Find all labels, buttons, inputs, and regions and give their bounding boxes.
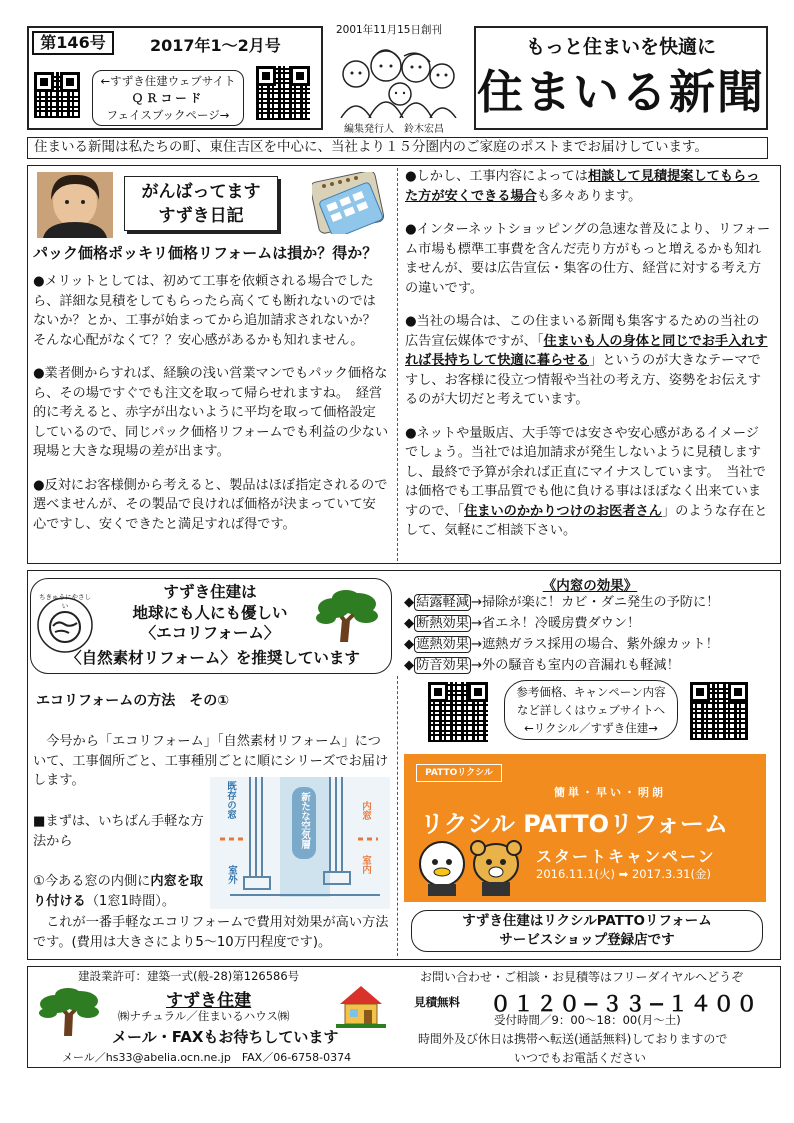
- diary-paragraph: ●反対にお客様側から考えると、製品はほぼ指定されるので選べませんが、その製品で良ければ価格が決まっていて安心ですし、安くできたと満足すれば得です。: [33, 477, 388, 532]
- diary-title-line: すずき日記: [158, 206, 244, 226]
- diary-text: 」というのが大きなテーマですし、お客様に役立つ情報や当社の考え方、姿勢をお伝えするのが大切だと考えています。: [405, 353, 762, 407]
- campaign-tagline: 簡単・早い・明朗: [554, 786, 666, 799]
- after-hours-note: 時間外及び休日は携帯へ転送(通話無料)しておりますので: [418, 1032, 728, 1046]
- after-hours-note: いつでもお電話ください: [514, 1051, 647, 1065]
- diary-paragraph: ●メリットとしては、初めて工事を依頼される場合でしたら、詳細な見積をしてもらったら高くても断れないのではないか？とか、工事が始まってから追加請求されないか？そんな心配がなくて？？安心感があるかも知れません。: [33, 274, 376, 348]
- office-hours: 受付時間／9：00〜18：00(月〜土): [494, 1013, 681, 1027]
- masthead-tagline: もっと住まいを快適に: [525, 36, 716, 58]
- window-diagram: [210, 777, 390, 909]
- effect-item: ◆ 断熱効果 →省エネ！冷暖房費ダウン！: [404, 616, 641, 631]
- diary-paragraph: [405, 167, 771, 206]
- campaign-badge: PATTOリクシル: [416, 764, 502, 782]
- tree-icon: [314, 590, 380, 642]
- diary-text: ●ネットや量販店、大手等では安さや安心感があるイメージでしょう。当社では追加請求が発生しないように見積しますし、最終で予算が余れば正直にマイナスしています。 当社では価格でも工事品質でも他に負ける事はほぼなく出来ていますので、「: [405, 425, 766, 519]
- effect-item: ◆ 防音効果 →外の騒音も室内の音漏れも軽減！: [404, 658, 680, 673]
- qr-note-line: ←すずき住建ウェブサイト: [100, 74, 236, 88]
- diagram-label-existing: 既存の窓: [225, 781, 236, 819]
- qr-code-facebook[interactable]: [256, 66, 310, 120]
- mascot-illustration: [414, 832, 526, 898]
- effect-text: →遮熱ガラス採用の場合、紫外線カット！: [470, 637, 719, 652]
- campaign-shop-line: サービスショップ登録店です: [499, 932, 675, 948]
- diary-title-line: がんばってます: [141, 182, 261, 202]
- eco-logo-ring-text: ちきゅうにやさしい: [39, 593, 91, 610]
- footer-tree-icon: [36, 988, 102, 1036]
- eco-heading: [100, 582, 320, 644]
- eco-step2-text: ①今ある窓の内側に: [33, 874, 151, 889]
- diary-left-column: [33, 272, 389, 534]
- diary-paragraph: ●インターネットショッピングの急速な普及により、リフォーム市場も標準工事費を含んだ売り方がもっと増えるかも知れませんが、要は広告宣伝・集客の仕方、経営に対する考え方の違いです。: [405, 222, 771, 296]
- diary-paragraph: [405, 424, 771, 541]
- diagram-label-indoor: 室内: [360, 855, 371, 874]
- editor-credit: 編集発行人 鈴木宏昌: [344, 124, 444, 135]
- house-icon: [336, 982, 386, 1028]
- diary-emphasis: 住まいのかかりつけのお医者さん: [464, 503, 662, 519]
- effect-text: →省エネ！冷暖房費ダウン！: [470, 616, 641, 631]
- effects-bubble-line: ←リクシル／すずき住建→: [524, 721, 658, 735]
- eco-intro: 今号から「エコリフォーム」「自然素材リフォーム」について、工事個所ごと、工事種別ごとに順にシリーズでお届けします。: [33, 734, 389, 788]
- effects-title: 《内窓の効果》: [542, 578, 638, 594]
- diagram-label-outdoor: 室外: [226, 865, 237, 884]
- campaign-dates: 2016.11.1(火) ➡ 2017.3.31(金): [536, 867, 711, 881]
- qr-note-line: ＱＲコード: [131, 91, 205, 105]
- campaign-shop-line: すずき住建はリクシルPATTOリフォーム: [462, 913, 712, 929]
- mail-fax-cta: メール・FAXもお待ちしています: [112, 1028, 339, 1046]
- column-divider: [397, 168, 398, 561]
- diary-emphasis: 住まいも人の身体と同じでお手入れすれば長持ちして快適に暮らせる: [405, 333, 768, 368]
- diary-text: も多々あります。: [536, 188, 642, 204]
- qr-note-line: フェイスブックページ→: [106, 108, 230, 122]
- diary-text: ●当社の場合は、この住まいる新聞も集客するための当社の広告宣伝媒体ですが、「: [405, 314, 760, 349]
- company-name: すずき住建: [166, 991, 252, 1011]
- diary-paragraph: [405, 312, 771, 410]
- diagram-label-inner: 内窓: [360, 801, 371, 820]
- diary-title-box: [124, 176, 278, 231]
- effect-tag: 遮熱効果: [416, 637, 469, 652]
- diary-text: 」のような存在として、気軽にご相談下さい。: [405, 503, 768, 538]
- eco-step2-emphasis: 内窓を取り付ける: [33, 874, 204, 909]
- qr-code-website[interactable]: [34, 72, 80, 118]
- campaign-shop-box: [411, 910, 763, 952]
- diary-emphasis: 相談して見積提案してもらった方が安くできる場合: [405, 169, 760, 204]
- qr-note-box: [92, 70, 244, 126]
- qr-code-suzuki[interactable]: [690, 682, 748, 740]
- diary-headline: パック価格ポッキリ価格リフォームは損か？得か？: [33, 244, 378, 262]
- eco-heading-line: 〈エコリフォーム〉: [140, 624, 280, 642]
- calculator-icon: [312, 172, 386, 234]
- effect-item: ◆ 結露軽減 →掃除が楽に！カビ・ダニ発生の予防に！: [404, 595, 720, 610]
- effects-list: [404, 592, 776, 676]
- eco-summary: これが一番手軽なエコリフォームで費用対効果が高い方法です。(費用は大きさにより5〜10万円程度です)。: [33, 915, 389, 950]
- license-number: 建設業許可：建築一式(般-28)第126586号: [78, 969, 300, 983]
- effect-tag: 防音効果: [416, 658, 469, 673]
- eco-step2: [33, 872, 209, 911]
- effect-text: →掃除が楽に！カビ・ダニ発生の予防に！: [470, 595, 720, 610]
- eco-step2-text: （1窓1時間）。: [85, 893, 176, 909]
- eco-heading-line: 地球にも人にも優しい: [132, 603, 288, 622]
- eco-method-title: エコリフォームの方法 その①: [36, 693, 230, 709]
- qr-code-lixil[interactable]: [428, 682, 488, 742]
- campaign-subtitle: スタートキャンペーン: [536, 847, 716, 866]
- author-photo: [37, 172, 113, 238]
- diagram-label-air: 新たな空気層: [292, 787, 316, 859]
- effects-bubble-line: など詳しくはウェブサイトへ: [516, 703, 666, 717]
- campaign-title: リクシル PATTOリフォーム: [420, 810, 728, 838]
- issue-number: 第146号: [32, 31, 114, 55]
- effect-tag: 結露軽減: [416, 595, 469, 610]
- contact-info[interactable]: メール／hs33@abelia.ocn.ne.jp FAX／06-6758-0374: [62, 1051, 352, 1064]
- effects-bubble: [504, 680, 678, 740]
- issue-period: 2017年1〜2月号: [150, 36, 281, 55]
- campaign-banner[interactable]: [404, 754, 766, 902]
- distribution-banner: 住まいる新聞は私たちの町、東住吉区を中心に、当社より１５分圏内のご家庭のポストまでお届けしています。: [27, 137, 768, 159]
- effects-bubble-line: 参考価格、キャンペーン内容: [516, 685, 666, 699]
- company-subsidiaries: ㈱ナチュラル／住まいるハウス㈱: [118, 1009, 290, 1023]
- free-estimate-label: 見積無料: [414, 995, 460, 1009]
- eco-heading-line: 〈自然素材リフォーム〉を推奨しています: [66, 649, 360, 667]
- diary-right-column: [405, 167, 771, 541]
- masthead-title: 住まいる新聞: [477, 65, 765, 119]
- diary-paragraph: ●業者側からすれば、経験の浅い営業マンでもパック価格なら、その場ですぐでも注文を取って帰らせれますね。 経営的に考えると、赤字が出ないように平均を取って価格設定しているので、同じパック価格リフォームでも利益の少ない現場と大きな現場の差が出ます。: [33, 366, 389, 459]
- effect-item: ◆ 遮熱効果 →遮熱ガラス採用の場合、紫外線カット！: [404, 637, 719, 652]
- founded-date: 2001年11月15日創刊: [336, 24, 442, 36]
- family-illustration: [336, 36, 462, 118]
- eco-step1: ■まずは、いちばん手軽な方法から: [33, 814, 204, 849]
- eco-column-divider: [397, 676, 398, 956]
- inquiry-text: お問い合わせ・ご相談・お見積等はフリーダイヤルへどうぞ: [420, 970, 744, 984]
- phone-number[interactable]: ０１２０−３３−１４００: [490, 992, 760, 1016]
- diary-text: ●しかし、工事内容によっては: [405, 169, 588, 184]
- effect-tag: 断熱効果: [416, 616, 469, 631]
- eco-heading-line: すずき住建は: [163, 583, 257, 601]
- effect-text: →外の騒音も室内の音漏れも軽減！: [470, 658, 680, 673]
